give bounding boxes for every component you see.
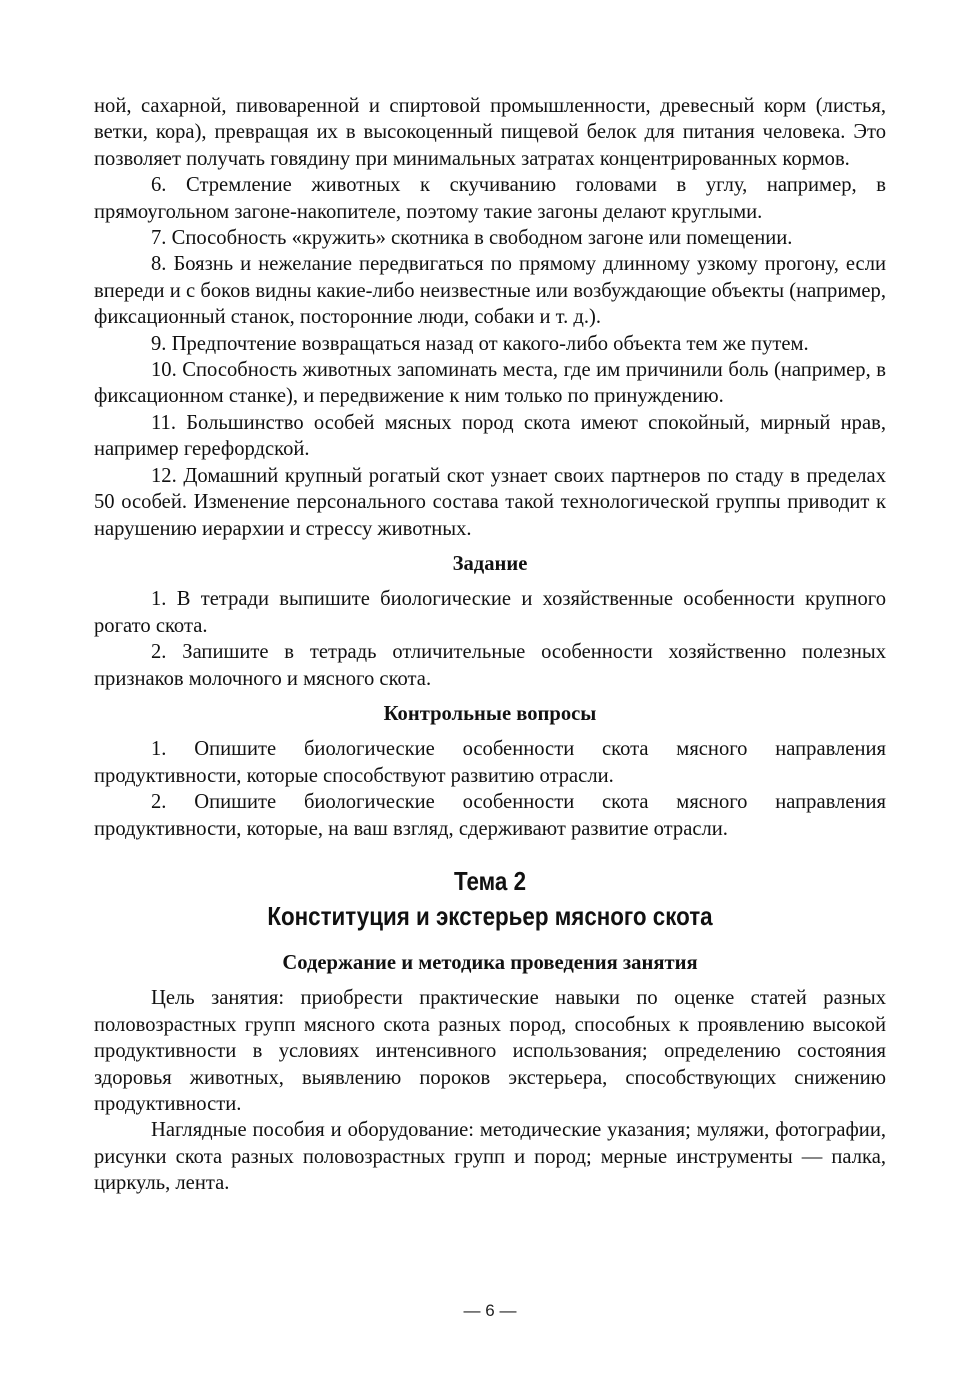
- control-question-2: 2. Опишите биологические особенности скота мясного направления продуктивности, которые, на ваш взгляд, сдерживают развитие отрасли.: [94, 791, 886, 840]
- assignment-item-2: 2. Запишите в тетрадь отличительные особенности хозяйственно полезных признаков молочного и мясного скота.: [94, 641, 886, 690]
- assignment-item-1: 1. В тетради выпишите биологические и хозяйственные особенности крупного рогато скота.: [94, 588, 886, 637]
- topic-title: Конституция и экстерьер мясного скота: [267, 900, 713, 931]
- page-number: — 6 —: [463, 1301, 517, 1320]
- control-question-1: 1. Опишите биологические особенности скота мясного направления продуктивности, которые способствуют развитию отрасли.: [94, 738, 886, 787]
- feature-item-9: 9. Предпочтение возвращаться назад от какого-либо объекта тем же путем.: [151, 332, 809, 355]
- lesson-goal-paragraph: Цель занятия: приобрести практические навыки по оценке статей разных половозрастных групп мясного скота разных пород, способных к проявлению высокой продуктивности в условиях интенсивного использования; определению состояния здоровья животных, выявлению пороков экстерьера, способствующих снижению продуктивности.: [94, 987, 886, 1115]
- lesson-heading: Содержание и методика проведения занятия: [282, 951, 698, 974]
- assignment-heading: Задание: [452, 552, 528, 575]
- topic-header: [94, 864, 886, 934]
- lesson-materials-paragraph: Наглядные пособия и оборудование: методические указания; муляжи, фотографии, рисунки скота разных половозрастных групп и пород; мерные инструменты — палка, циркуль, лента.: [94, 1119, 886, 1195]
- page-content: [94, 93, 886, 1197]
- intro-paragraph: ной, сахарной, пивоваренной и спиртовой промышленности, древесный корм (листья, ветки, кора), превращая их в высокоценный пищевой белок для питания человека. Это позволяет получать говядину при минимальных затратах концентрированных кормов.: [94, 95, 886, 170]
- feature-item-8: 8. Боязнь и нежелание передвигаться по прямому длинному узкому прогону, если впереди и с боков видны какие-либо неизвестные или возбуждающие объекты (например, фиксационный станок, посторонние люди, собаки и т. д.).: [94, 253, 886, 329]
- topic-number: Тема 2: [453, 865, 527, 896]
- feature-item-10: 10. Способность животных запоминать места, где им причинили боль (например, в фиксационном станке), и передвижение к ним только по принуждению.: [94, 359, 886, 408]
- control-questions-heading: Контрольные вопросы: [383, 702, 597, 725]
- feature-item-11: 11. Большинство особей мясных пород скота имеют спокойный, мирный нрав, например герефордской.: [94, 411, 886, 461]
- feature-item-6: 6. Стремление животных к скучиванию головами в углу, например, в прямоугольном загоне-накопителе, поэтому такие загоны делают круглыми.: [94, 174, 886, 223]
- feature-item-12: 12. Домашний крупный рогатый скот узнает своих партнеров по стаду в пределах 50 особей. Изменение персонального состава такой технологической группы приводит к нарушению иерархии и стрессу животных.: [94, 464, 886, 540]
- feature-item-7: 7. Способность «кружить» скотника в свободном загоне или помещении.: [151, 227, 793, 250]
